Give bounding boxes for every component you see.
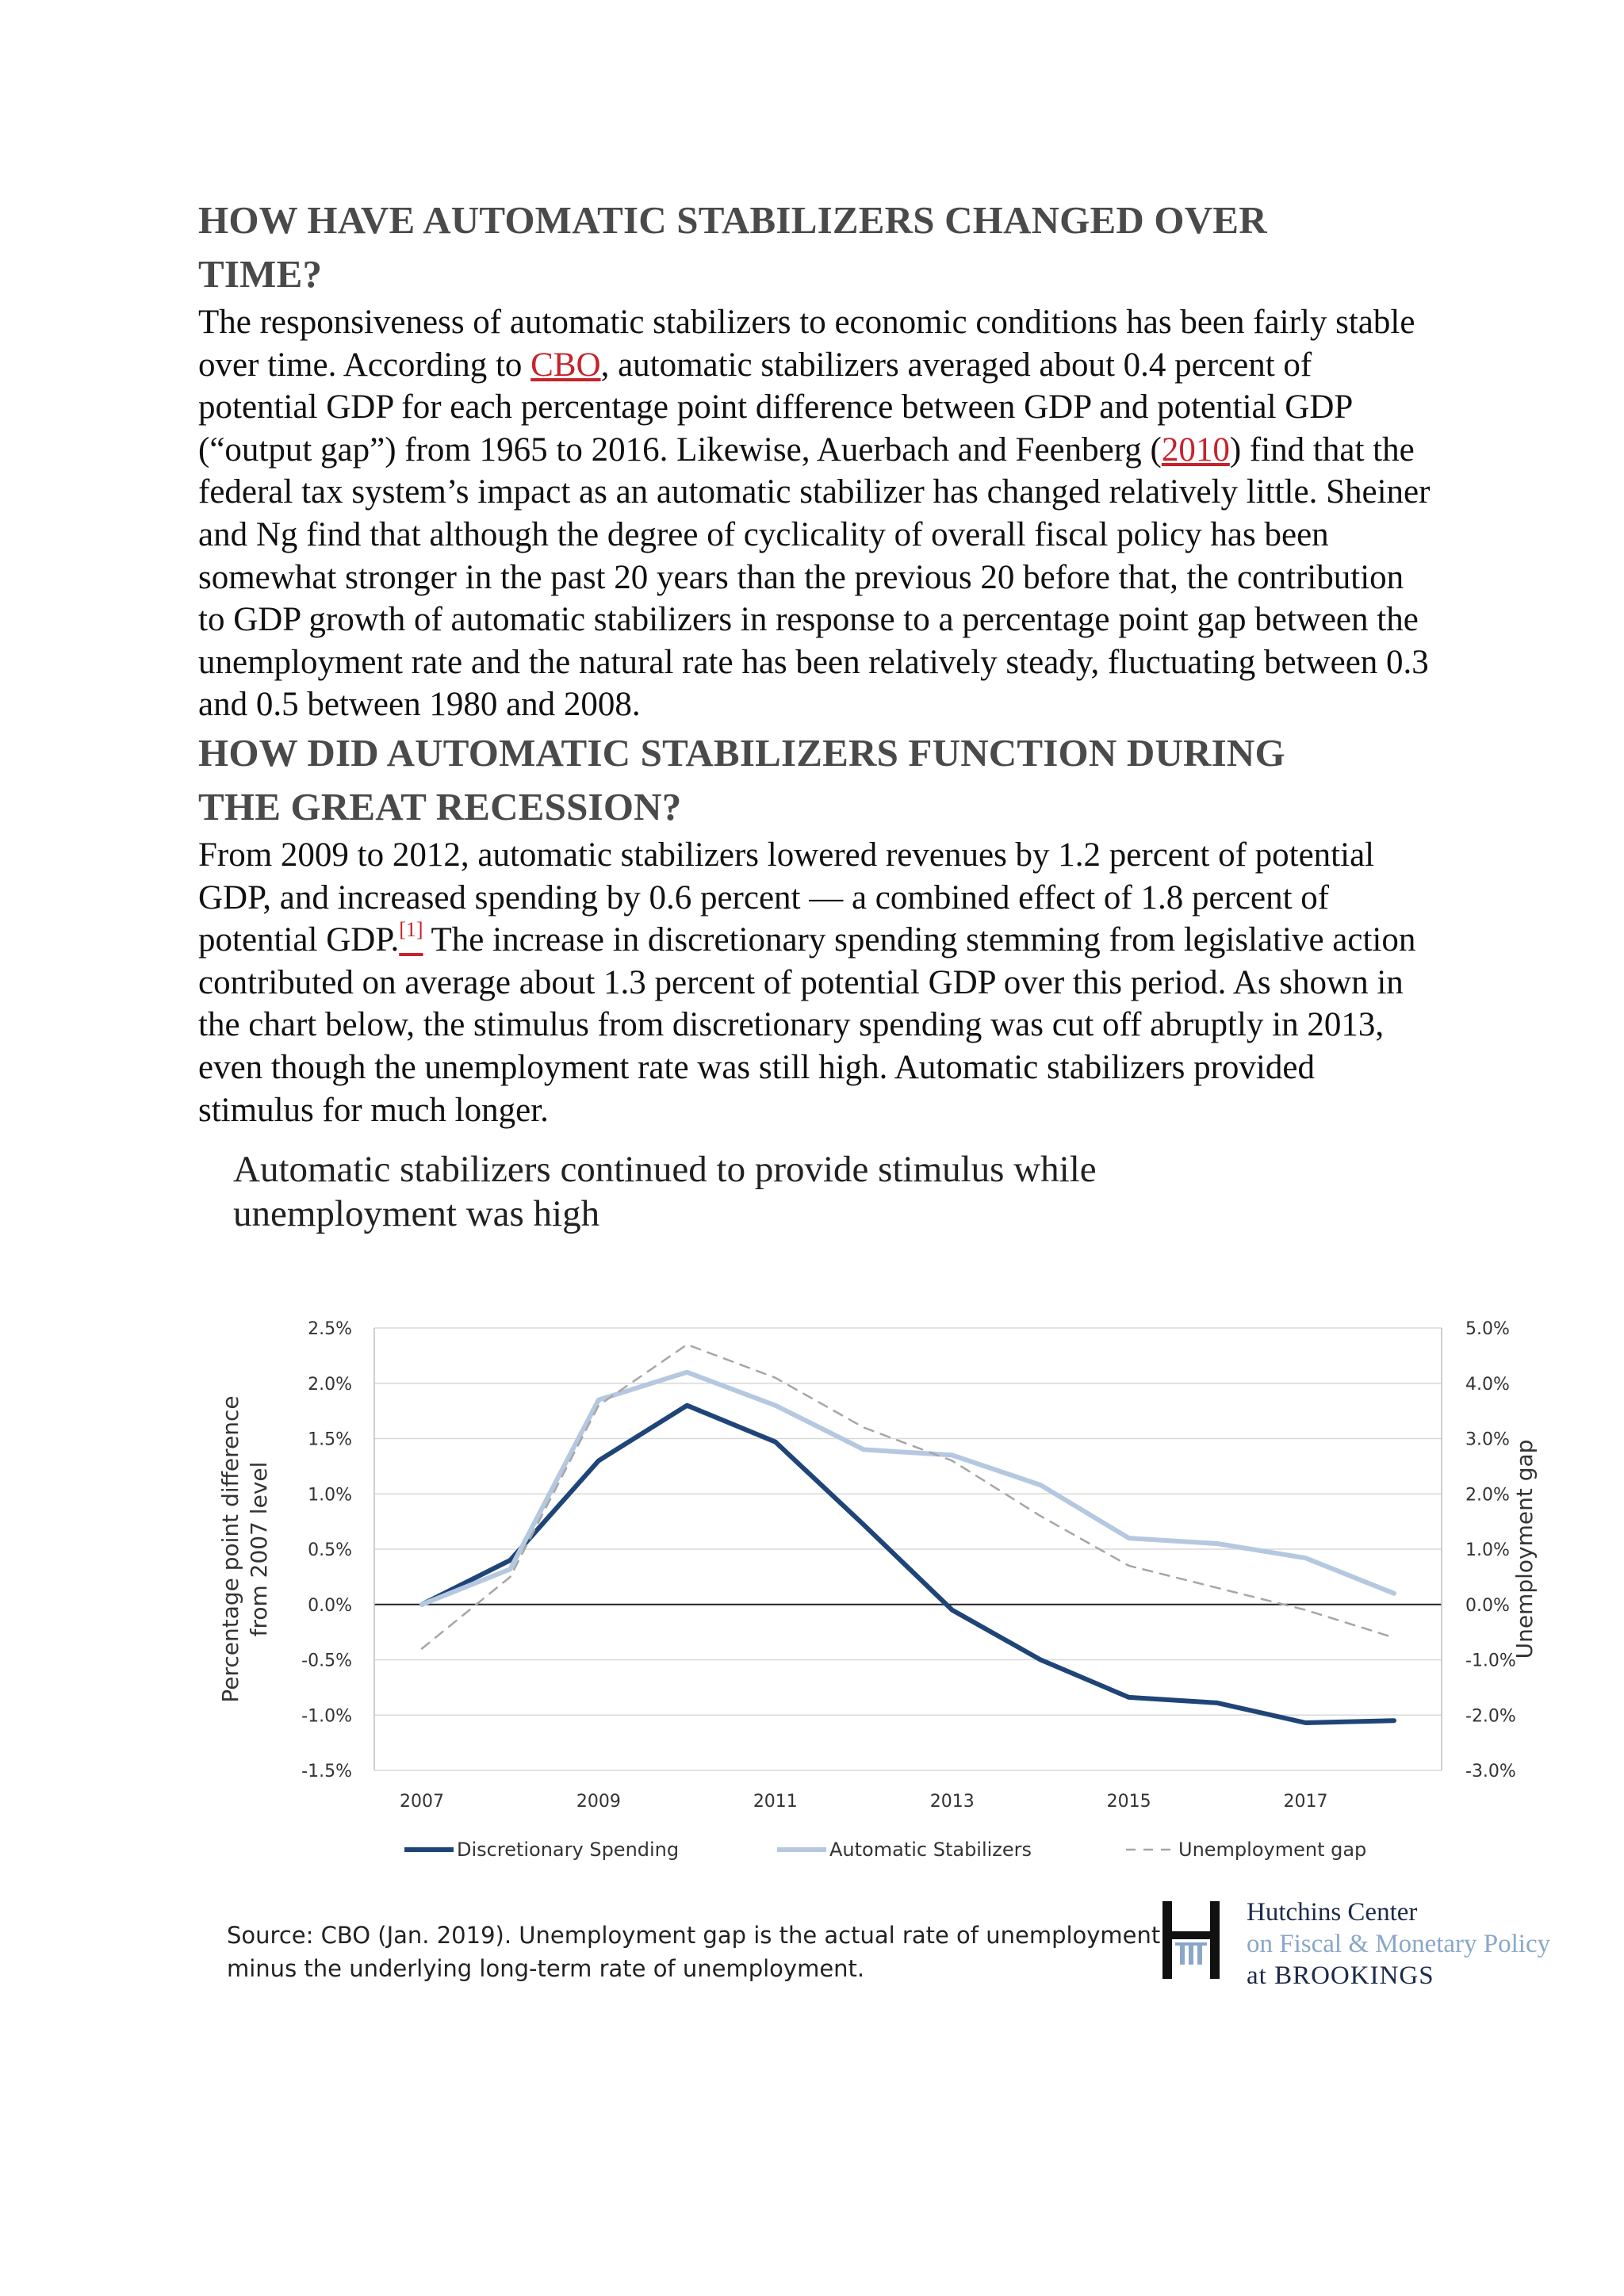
y-tick-label: 1.0% — [308, 1485, 352, 1506]
y-tick-label: -0.5% — [301, 1651, 352, 1671]
y2-tick-label: 5.0% — [1465, 1319, 1510, 1339]
footnote-link[interactable]: [1] — [399, 918, 423, 942]
x-tick-label: 2015 — [1106, 1792, 1151, 1812]
y2-tick-label: 0.0% — [1465, 1595, 1510, 1616]
paragraph-stabilizers-over-time: The responsiveness of automatic stabilizers to economic conditions has been fairly stable over time. According to CBO, automatic stabilizers averaged about 0.4 percent of potential GDP for each percentage point difference between GDP and potential GDP (“output gap”) from 1965 to 2016. Likewise, Auerbach and Feenberg (2010) find that the federal tax system’s impact as an automatic stabilizer has changed relatively little. Sheiner and Ng find that although the degree of cyclicality of overall fiscal policy has been somewhat stronger in the past 20 years than the previous 20 before that, the contribution to GDP growth of automatic stabilizers in response to a percentage point gap between the unemployment rate and the natural rate has been relatively steady, fluctuating between 0.3 and 0.5 between 1980 and 2008. — [198, 304, 1431, 724]
legend-label: Discretionary Spending — [457, 1839, 680, 1861]
y2-tick-label: -2.0% — [1465, 1706, 1516, 1727]
y-tick-label: 2.0% — [308, 1374, 352, 1395]
y2-tick-label: 3.0% — [1465, 1429, 1510, 1450]
y-axis-title-line1: Percentage point difference — [217, 1395, 243, 1703]
legend-label: Unemployment gap — [1178, 1839, 1367, 1861]
paragraph-great-recession: From 2009 to 2012, automatic stabilizers lowered revenues by 1.2 percent of potential GDP, and increased spending by 0.6 percent — a combined effect of 1.8 percent of potential GDP.[1] The increase in discretionary spending stemming from legislative action contributed on average about 1.3 percent of potential GDP over this period. As shown in the chart below, the stimulus from discretionary spending was cut off abruptly in 2013, even though the unemployment rate was still high. Automatic stabilizers provided stimulus for much longer. — [198, 836, 1416, 1129]
x-tick-label: 2007 — [400, 1792, 444, 1812]
x-tick-label: 2009 — [576, 1792, 621, 1812]
auerbach-2010-link[interactable]: 2010 — [1161, 430, 1230, 469]
y-tick-label: 0.5% — [308, 1540, 352, 1560]
y-tick-label: 1.5% — [308, 1429, 352, 1450]
y-tick-label: 0.0% — [308, 1595, 352, 1616]
y2-tick-label: 2.0% — [1465, 1485, 1510, 1506]
chart-title: Automatic stabilizers continued to provide stimulus while unemployment was high — [233, 1149, 1097, 1235]
y-tick-label: -1.5% — [301, 1762, 352, 1781]
x-tick-label: 2013 — [929, 1792, 975, 1812]
chart-source-note: Source: CBO (Jan. 2019). Unemployment gap is the actual rate of unemployment minus the underlying long-term rate of unemployment. — [227, 1922, 1161, 1982]
hutchins-logo-icon — [1159, 1896, 1228, 1984]
y-tick-label: 2.5% — [308, 1319, 352, 1339]
legend-label: Automatic Stabilizers — [829, 1839, 1032, 1861]
x-tick-label: 2011 — [753, 1792, 798, 1812]
hutchins-logo-text: Hutchins Center on Fiscal & Monetary Policy at BROOKINGS — [1247, 1898, 1551, 1990]
x-tick-label: 2017 — [1283, 1792, 1328, 1812]
article — [198, 193, 1435, 1236]
cbo-link[interactable]: CBO — [530, 346, 601, 384]
y2-axis-title: Unemployment gap — [1511, 1439, 1538, 1659]
section-heading-great-recession: HOW DID AUTOMATIC STABILIZERS FUNCTION DURING THE GREAT RECESSION? — [198, 730, 1285, 828]
line-chart — [0, 1300, 1624, 1934]
y2-tick-label: 1.0% — [1465, 1540, 1510, 1560]
y-axis-title-line2: from 2007 level — [246, 1461, 272, 1637]
y2-tick-label: -3.0% — [1465, 1762, 1516, 1781]
section-heading-stabilizers-over-time: HOW HAVE AUTOMATIC STABILIZERS CHANGED OVER TIME? — [198, 198, 1267, 296]
y-tick-label: -1.0% — [301, 1706, 352, 1727]
y2-tick-label: 4.0% — [1465, 1374, 1510, 1395]
y2-tick-label: -1.0% — [1465, 1651, 1516, 1671]
